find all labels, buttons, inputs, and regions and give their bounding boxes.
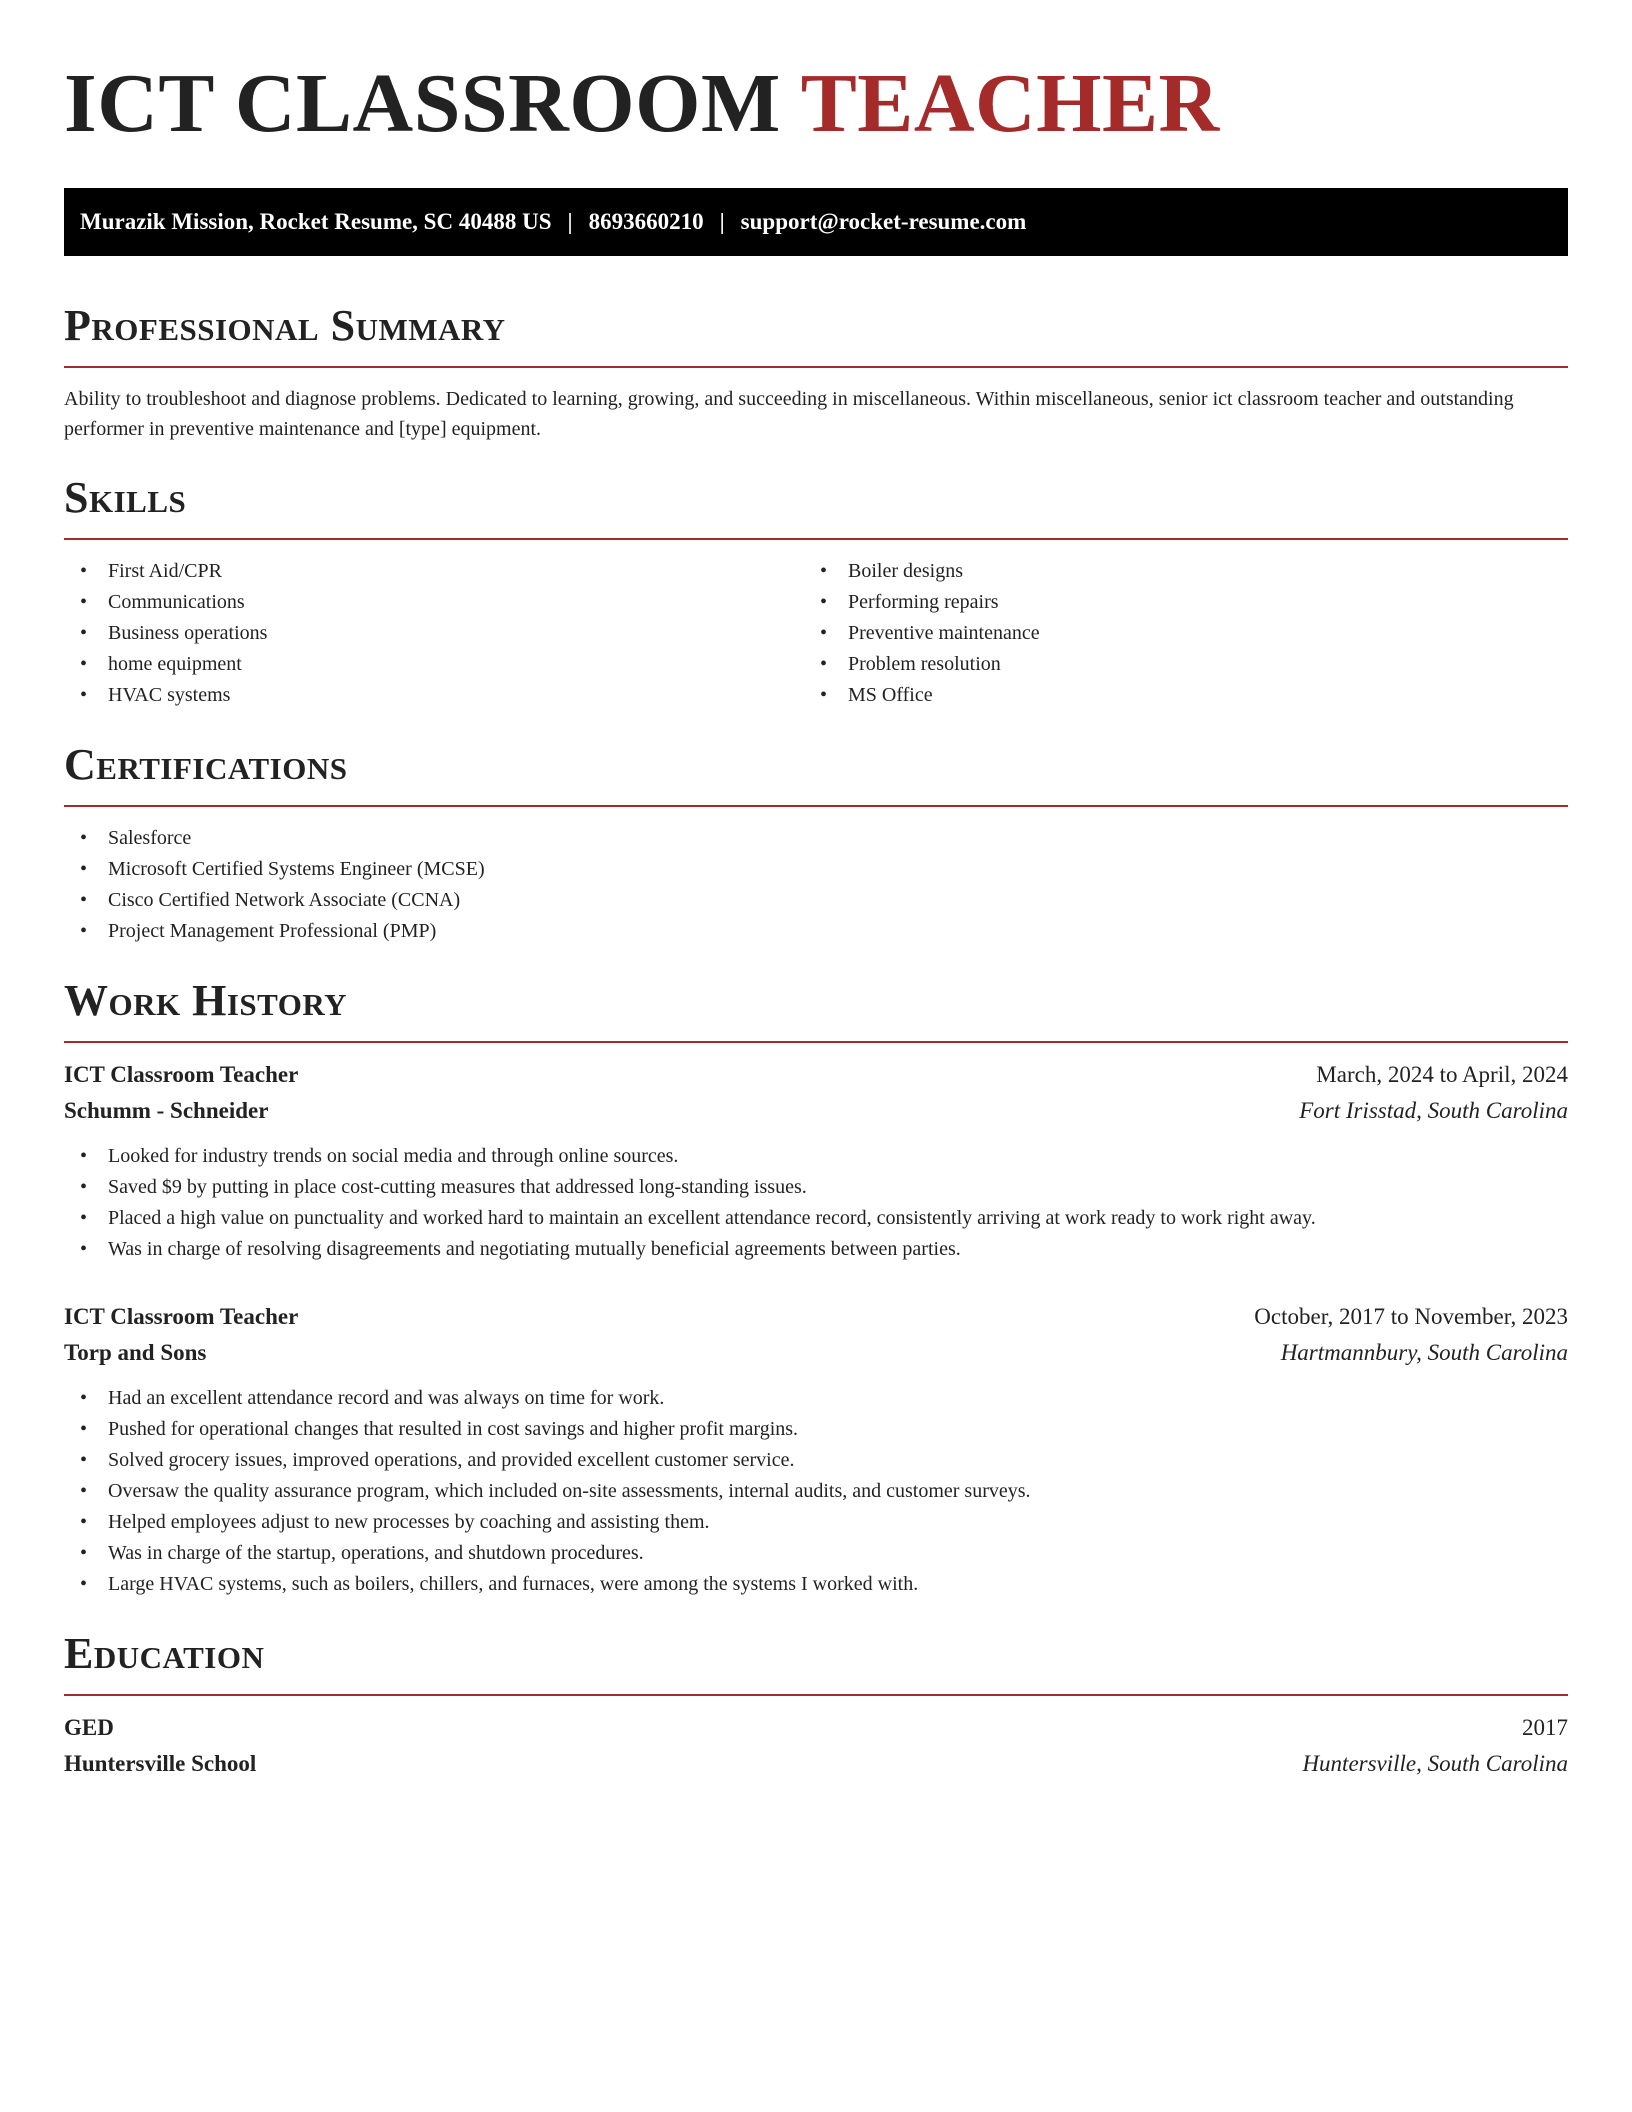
education-location: Huntersville, South Carolina — [1302, 1751, 1568, 1776]
section-divider — [64, 538, 1568, 540]
job-duties-list — [64, 1141, 1568, 1265]
contact-address: Murazik Mission, Rocket Resume, SC 40488 US — [80, 209, 552, 234]
summary-heading: Professional Summary — [64, 301, 506, 350]
job-duties-list — [64, 1383, 1568, 1600]
contact-separator: | — [719, 209, 725, 234]
certification-item: • Cisco Certified Network Associate (CCNA) — [64, 885, 1568, 916]
job-header-row — [64, 1057, 1568, 1093]
job-dates: March, 2024 to April, 2024 — [1316, 1062, 1568, 1087]
skills-section — [64, 444, 1568, 711]
summary-section — [64, 256, 1568, 444]
contact-phone: 8693660210 — [588, 209, 704, 234]
skills-grid — [64, 556, 1568, 711]
education-year: 2017 — [1522, 1715, 1568, 1740]
job-duty-item: • Was in charge of the startup, operations, and shutdown procedures. — [64, 1538, 1568, 1569]
job-entry — [64, 1299, 1568, 1600]
education-school-row — [64, 1746, 1568, 1782]
skill-item: • home equipment — [64, 649, 804, 680]
summary-text: Ability to troubleshoot and diagnose problems. Dedicated to learning, growing, and succeeding in miscellaneous. Within miscellaneous, senior ict classroom teacher and outstanding performer in preventive maintenance and [type] equipment. — [64, 388, 1514, 440]
job-duty-item: • Had an excellent attendance record and was always on time for work. — [64, 1383, 1568, 1414]
contact-bar — [64, 188, 1568, 256]
job-duty-item: • Was in charge of resolving disagreements and negotiating mutually beneficial agreements between parties. — [64, 1234, 1568, 1265]
certifications-section — [64, 711, 1568, 947]
certifications-list — [64, 823, 1568, 947]
resume-title — [64, 0, 1568, 152]
title-role: ICT CLASSROOM — [64, 57, 781, 150]
skill-item: • Boiler designs — [804, 556, 1544, 587]
job-entry — [64, 1057, 1568, 1265]
job-duty-item: • Solved grocery issues, improved operations, and provided excellent customer service. — [64, 1445, 1568, 1476]
section-divider — [64, 1041, 1568, 1043]
work-history-heading: Work History — [64, 976, 348, 1025]
job-company-row — [64, 1335, 1568, 1371]
certification-item: • Project Management Professional (PMP) — [64, 916, 1568, 947]
certification-item: • Microsoft Certified Systems Engineer (MCSE) — [64, 854, 1568, 885]
job-duty-item: • Pushed for operational changes that resulted in cost savings and higher profit margins. — [64, 1414, 1568, 1445]
education-section — [64, 1600, 1568, 1782]
skill-item: • MS Office — [804, 680, 1544, 711]
job-title: ICT Classroom Teacher — [64, 1304, 299, 1329]
certifications-heading: Certifications — [64, 740, 348, 789]
job-location: Fort Irisstad, South Carolina — [1299, 1098, 1568, 1123]
section-divider — [64, 1694, 1568, 1696]
job-duty-item: • Oversaw the quality assurance program, which included on-site assessments, internal audits, and customer surveys. — [64, 1476, 1568, 1507]
job-duty-item: • Saved $9 by putting in place cost-cutting measures that addressed long-standing issues. — [64, 1172, 1568, 1203]
section-divider — [64, 366, 1568, 368]
education-heading: Education — [64, 1629, 265, 1678]
job-duty-item: • Looked for industry trends on social media and through online sources. — [64, 1141, 1568, 1172]
title-role-accent: TEACHER — [800, 57, 1220, 150]
job-duty-item: • Helped employees adjust to new processes by coaching and assisting them. — [64, 1507, 1568, 1538]
education-degree: GED — [64, 1715, 114, 1740]
job-duty-item: • Placed a high value on punctuality and worked hard to maintain an excellent attendance record, consistently arriving at work ready to work right away. — [64, 1203, 1568, 1234]
job-company: Torp and Sons — [64, 1340, 207, 1365]
job-title: ICT Classroom Teacher — [64, 1062, 299, 1087]
skills-list-right — [804, 556, 1544, 711]
education-school: Huntersville School — [64, 1751, 257, 1776]
education-header-row — [64, 1710, 1568, 1746]
skill-item: • Preventive maintenance — [804, 618, 1544, 649]
skill-item: • First Aid/CPR — [64, 556, 804, 587]
section-divider — [64, 805, 1568, 807]
certification-item: • Salesforce — [64, 823, 1568, 854]
skill-item: • HVAC systems — [64, 680, 804, 711]
job-duty-item: • Large HVAC systems, such as boilers, chillers, and furnaces, were among the systems I worked with. — [64, 1569, 1568, 1600]
job-header-row — [64, 1299, 1568, 1335]
skill-item: • Problem resolution — [804, 649, 1544, 680]
skill-item: • Communications — [64, 587, 804, 618]
skill-item: • Performing repairs — [804, 587, 1544, 618]
contact-separator: | — [567, 209, 573, 234]
skill-item: • Business operations — [64, 618, 804, 649]
contact-email: support@rocket-resume.com — [740, 209, 1027, 234]
work-history-section — [64, 947, 1568, 1600]
education-entry — [64, 1710, 1568, 1782]
job-location: Hartmannbury, South Carolina — [1280, 1340, 1568, 1365]
skills-list-left — [64, 556, 804, 711]
job-company-row — [64, 1093, 1568, 1129]
skills-heading: Skills — [64, 473, 187, 522]
job-dates: October, 2017 to November, 2023 — [1254, 1304, 1568, 1329]
job-company: Schumm - Schneider — [64, 1098, 269, 1123]
